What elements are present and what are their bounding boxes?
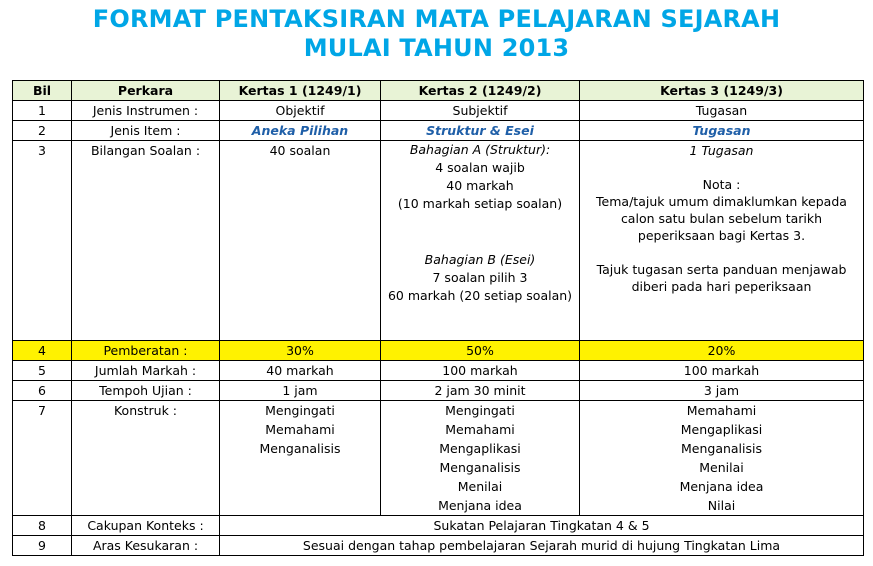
- cell-kertas-1: Aneka Pilihan: [220, 121, 381, 141]
- cell-kertas-1: 1 jam: [220, 381, 381, 401]
- cell-kertas-1: 40 markah: [220, 361, 381, 381]
- nota-text: Tema/tajuk umum dimaklumkan kepada calon satu bulan sebelum tarikh peperiksaan bagi Kertas 3.: [596, 194, 847, 243]
- cell-kertas-2: 50%: [381, 341, 580, 361]
- cell-kertas-1: 30%: [220, 341, 381, 361]
- konstruk-item: Menganalisis: [680, 441, 763, 456]
- row-number: 7: [13, 401, 72, 516]
- table-row: [13, 381, 864, 401]
- table-row: [13, 516, 864, 536]
- row-number: 6: [13, 381, 72, 401]
- table-row: [13, 401, 864, 516]
- cell-kertas-1: Objektif: [220, 101, 381, 121]
- row-label: Tempoh Ujian :: [72, 381, 220, 401]
- konstruk-item: Menjana idea: [679, 479, 764, 494]
- konstruk-item: Mengaplikasi: [680, 422, 763, 437]
- nota-text: Tajuk tugasan serta panduan menjawab diberi pada hari peperiksaan: [596, 262, 847, 294]
- konstruk-item: Memahami: [265, 422, 335, 437]
- header-kertas-3: Kertas 3 (1249/3): [580, 81, 864, 101]
- table-row: [13, 141, 864, 341]
- row-label: Aras Kesukaran :: [72, 536, 220, 556]
- assessment-format-table: [12, 80, 864, 556]
- spacer: [385, 213, 575, 251]
- page-subtitle: MULAI TAHUN 2013: [303, 34, 570, 62]
- row-number: 3: [13, 141, 72, 341]
- bahagian-a-line: 40 markah: [446, 178, 514, 193]
- cell-kertas-3: [580, 401, 864, 516]
- cell-kertas-2: Subjektif: [381, 101, 580, 121]
- cell-kertas-2: [381, 401, 580, 516]
- row-label: Jumlah Markah :: [72, 361, 220, 381]
- bahagian-a-heading: Bahagian A (Struktur):: [409, 142, 551, 157]
- konstruk-item: Menjana idea: [438, 498, 522, 513]
- tugasan-heading: 1 Tugasan: [689, 143, 754, 158]
- header-perkara: Perkara: [72, 81, 220, 101]
- table-row: [13, 101, 864, 121]
- cell-kertas-3: 3 jam: [580, 381, 864, 401]
- konstruk-item: Nilai: [707, 498, 736, 513]
- cell-kertas-3: Tugasan: [580, 101, 864, 121]
- row-number: 4: [13, 341, 72, 361]
- header-kertas-2: Kertas 2 (1249/2): [381, 81, 580, 101]
- row-label: Cakupan Konteks :: [72, 516, 220, 536]
- header-bil: Bil: [13, 81, 72, 101]
- cell-kertas-3: 100 markah: [580, 361, 864, 381]
- konstruk-item: Mengingati: [265, 403, 335, 418]
- cell-merged: Sukatan Pelajaran Tingkatan 4 & 5: [220, 516, 864, 536]
- konstruk-item: Menilai: [699, 460, 744, 475]
- row-number: 5: [13, 361, 72, 381]
- row-number: 9: [13, 536, 72, 556]
- bahagian-b-heading: Bahagian B (Esei): [424, 252, 536, 267]
- konstruk-item: Menganalisis: [259, 441, 341, 456]
- nota-label: Nota :: [702, 177, 741, 192]
- cell-kertas-3: Tugasan: [580, 121, 864, 141]
- cell-kertas-3: [580, 141, 864, 341]
- row-number: 8: [13, 516, 72, 536]
- konstruk-item: Menilai: [457, 479, 503, 494]
- konstruk-item: Menganalisis: [439, 460, 521, 475]
- bahagian-b-line: 7 soalan pilih 3: [432, 270, 528, 285]
- header-kertas-1: Kertas 1 (1249/1): [220, 81, 381, 101]
- table-row-highlighted: [13, 341, 864, 361]
- konstruk-item: Mengaplikasi: [439, 441, 521, 456]
- table-row: [13, 361, 864, 381]
- cell-merged: Sesuai dengan tahap pembelajaran Sejarah murid di hujung Tingkatan Lima: [220, 536, 864, 556]
- row-label: Jenis Instrumen :: [72, 101, 220, 121]
- cell-kertas-3: 20%: [580, 341, 864, 361]
- row-number: 2: [13, 121, 72, 141]
- row-label: Pemberatan :: [72, 341, 220, 361]
- table-header-row: [13, 81, 864, 101]
- row-number: 1: [13, 101, 72, 121]
- cell-kertas-2: 2 jam 30 minit: [381, 381, 580, 401]
- bahagian-a-line: 4 soalan wajib: [435, 160, 525, 175]
- konstruk-item: Mengingati: [445, 403, 515, 418]
- cell-kertas-2: [381, 141, 580, 341]
- konstruk-item: Memahami: [686, 403, 757, 418]
- cell-kertas-2: 100 markah: [381, 361, 580, 381]
- row-label: Bilangan Soalan :: [72, 141, 220, 341]
- cell-kertas-1: [220, 401, 381, 516]
- spacer: [584, 159, 859, 176]
- cell-kertas-2: Struktur & Esei: [381, 121, 580, 141]
- table-row: [13, 121, 864, 141]
- page-title: FORMAT PENTAKSIRAN MATA PELAJARAN SEJARAH: [92, 5, 781, 33]
- cell-kertas-1: 40 soalan: [220, 141, 381, 341]
- row-label: Konstruk :: [72, 401, 220, 516]
- table-row: [13, 536, 864, 556]
- bahagian-b-line: 60 markah (20 setiap soalan): [387, 288, 573, 303]
- konstruk-item: Memahami: [445, 422, 515, 437]
- bahagian-a-line: (10 markah setiap soalan): [397, 196, 563, 211]
- spacer: [584, 244, 859, 261]
- row-label: Jenis Item :: [72, 121, 220, 141]
